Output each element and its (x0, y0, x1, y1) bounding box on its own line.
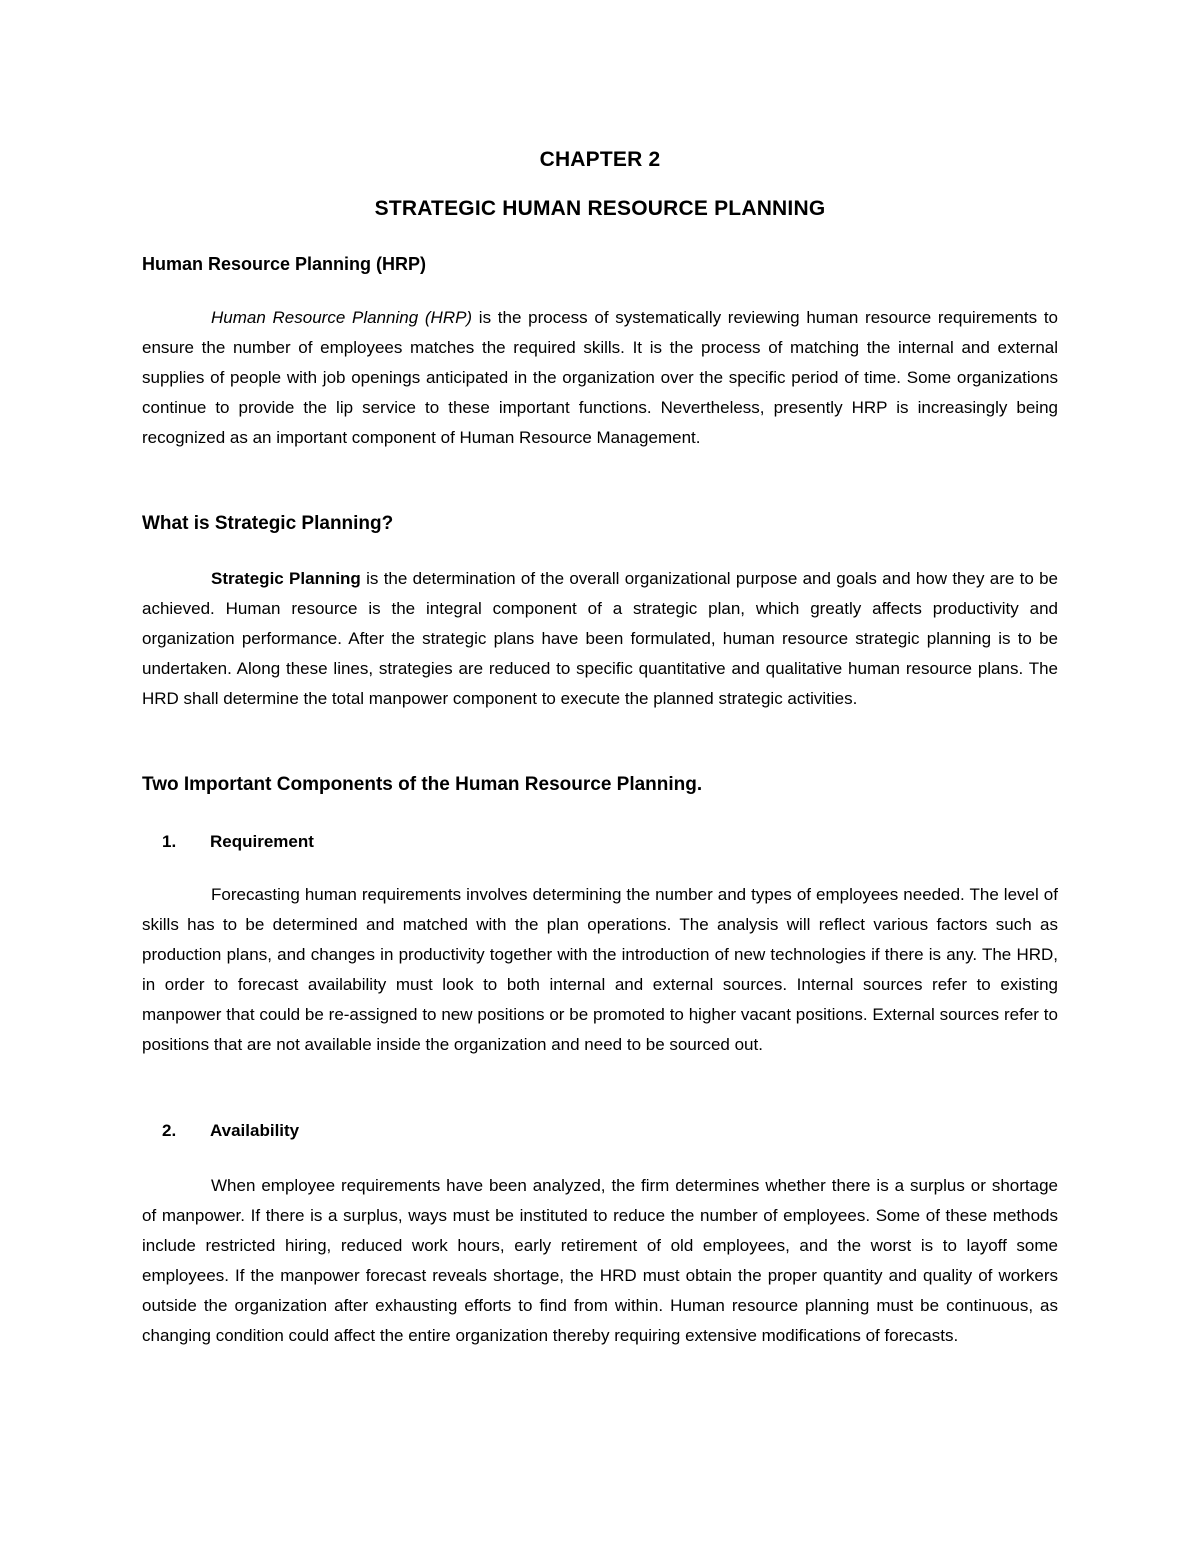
term-strategic-planning: Strategic Planning (211, 569, 361, 588)
list-label: Availability (210, 1121, 300, 1140)
paragraph-availability: When employee requirements have been analyzed, the firm determines whether there is a surplus or shortage of manpower. If there is a surplus, ways must be instituted to reduce the number of employees. Some of these methods include restricted hiring, reduced work hours, early retirement of old employees, and the worst is to layoff some employees. If the manpower forecast reveals shortage, the HRD must obtain the proper quantity and quality of workers outside the organization after exhausting efforts to find from within. Human resource planning must be continuous, as changing condition could affect the entire organization thereby requiring extensive modifications of forecasts. (142, 1176, 1058, 1345)
list-label: Requirement (210, 832, 314, 851)
section-heading-components: Two Important Components of the Human Resource Planning. (142, 774, 703, 795)
paragraph-requirement: Forecasting human requirements involves determining the number and types of employees needed. The level of skills has to be determined and matched with the plan operations. The analysis will reflect various factors such as production plans, and changes in productivity together with the introduction of new technologies if there is any. The HRD, in order to forecast availability must look to both internal and external sources. Internal sources refer to existing manpower that could be re-assigned to new positions or be promoted to higher vacant positions. External sources refer to positions that are not available inside the organization and need to be sourced out. (142, 885, 1058, 1054)
section-heading-strategic-planning: What is Strategic Planning? (142, 513, 394, 534)
list-item-availability-heading (162, 1121, 299, 1141)
list-item-requirement-heading (162, 832, 314, 852)
list-number: 2. (162, 1121, 177, 1140)
list-number: 1. (162, 832, 177, 851)
term-hrp: Human Resource Planning (HRP) (211, 308, 473, 327)
document-title: STRATEGIC HUMAN RESOURCE PLANNING (374, 197, 826, 220)
paragraph-strategic-planning-text: is the determination of the overall organizational purpose and goals and how they are to be achieved. Human resource is the integral component of a strategic plan, which greatly affects productivity and organization performance. After the strategic plans have been formulated, human resource strategic planning is to be undertaken. Along these lines, strategies are reduced to specific quantitative and qualitative human resource plans. The HRD shall determine the total manpower component to execute the planned strategic activities. (142, 569, 1058, 708)
paragraph-hrp-text: is the process of systematically reviewing human resource requirements to ensure the number of employees matches the required skills. It is the process of matching the internal and external supplies of people with job openings anticipated in the organization over the specific period of time. Some organizations continue to provide the lip service to these important functions. Nevertheless, presently HRP is increasingly being recognized as an important component of Human Resource Management. (142, 308, 1058, 447)
section-heading-hrp: Human Resource Planning (HRP) (142, 254, 427, 274)
chapter-title: CHAPTER 2 (539, 148, 661, 171)
paragraph-hrp (142, 303, 1058, 453)
paragraph-strategic-planning (142, 564, 1058, 714)
